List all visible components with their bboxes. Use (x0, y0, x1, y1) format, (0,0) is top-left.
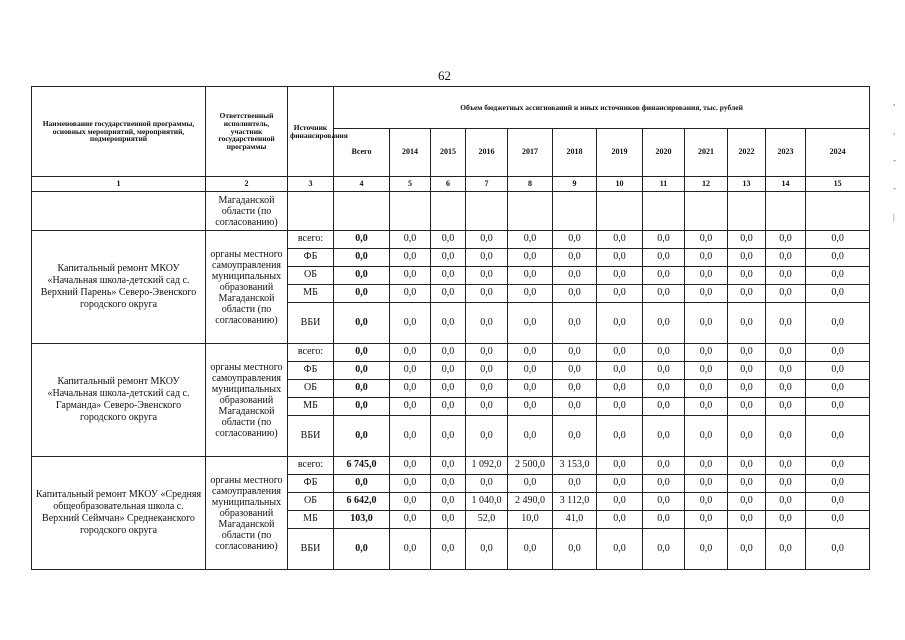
year-value: 0,0 (728, 457, 766, 475)
total-value: 0,0 (334, 249, 390, 267)
year-value: 0,0 (643, 285, 685, 303)
column-number: 9 (553, 177, 597, 192)
year-value: 0,0 (508, 398, 553, 416)
year-value: 0,0 (728, 231, 766, 249)
header-year-2020: 2020 (643, 129, 685, 177)
year-value: 0,0 (390, 416, 431, 457)
year-value: 0,0 (553, 231, 597, 249)
year-value: 52,0 (466, 511, 508, 529)
year-value: 0,0 (766, 285, 806, 303)
year-value: 0,0 (806, 303, 870, 344)
year-value: 0,0 (685, 457, 728, 475)
year-value: 0,0 (431, 267, 466, 285)
year-value: 0,0 (766, 267, 806, 285)
year-value: 2 500,0 (508, 457, 553, 475)
year-value: 0,0 (431, 303, 466, 344)
column-number: 1 (32, 177, 206, 192)
responsible-executor: органы местного самоуправления муниципальных образований Магаданской области (по согласованию) (206, 231, 288, 344)
year-value: 0,0 (728, 475, 766, 493)
year-value: 0,0 (466, 249, 508, 267)
year-value: 0,0 (685, 362, 728, 380)
responsible-executor: органы местного самоуправления муниципальных образований Магаданской области (по согласованию) (206, 457, 288, 570)
header-name: Наименование государственной программы, основных мероприятий, мероприятий, подмероприятий (32, 87, 206, 177)
year-value: 0,0 (728, 529, 766, 570)
year-value: 0,0 (728, 362, 766, 380)
total-value: 0,0 (334, 231, 390, 249)
year-value: 0,0 (466, 267, 508, 285)
year-value: 0,0 (806, 493, 870, 511)
year-value: 0,0 (643, 416, 685, 457)
year-value: 0,0 (553, 267, 597, 285)
year-value: 0,0 (685, 416, 728, 457)
year-value: 0,0 (597, 398, 643, 416)
header-source: Источник финансирования (288, 87, 334, 177)
year-value: 0,0 (553, 303, 597, 344)
year-value: 0,0 (466, 398, 508, 416)
continuation-responsible: Магаданской области (по согласованию) (206, 192, 288, 231)
year-value: 0,0 (466, 475, 508, 493)
year-value: 0,0 (553, 475, 597, 493)
header-year-2022: 2022 (728, 129, 766, 177)
year-value: 0,0 (806, 416, 870, 457)
year-value: 0,0 (597, 416, 643, 457)
header-year-2018: 2018 (553, 129, 597, 177)
column-number: 15 (806, 177, 870, 192)
header-year-2024: 2024 (806, 129, 870, 177)
column-number: 8 (508, 177, 553, 192)
year-value: 0,0 (643, 457, 685, 475)
year-value: 0,0 (806, 249, 870, 267)
total-value: 0,0 (334, 344, 390, 362)
year-value: 0,0 (643, 303, 685, 344)
year-value: 0,0 (431, 475, 466, 493)
year-value: 0,0 (643, 249, 685, 267)
year-value: 0,0 (508, 529, 553, 570)
column-number: 10 (597, 177, 643, 192)
year-value: 0,0 (766, 529, 806, 570)
header-year-2021: 2021 (685, 129, 728, 177)
year-value: 0,0 (766, 416, 806, 457)
margin-marks: , , - - | (893, 97, 896, 223)
year-value: 0,0 (806, 267, 870, 285)
column-number: 4 (334, 177, 390, 192)
funding-source: ВБИ (288, 529, 334, 570)
funding-source: всего: (288, 344, 334, 362)
year-value: 0,0 (431, 249, 466, 267)
total-value: 0,0 (334, 475, 390, 493)
year-value: 0,0 (466, 362, 508, 380)
year-value: 0,0 (597, 231, 643, 249)
year-value: 0,0 (685, 511, 728, 529)
year-value: 3 112,0 (553, 493, 597, 511)
year-value: 0,0 (728, 303, 766, 344)
year-value: 0,0 (597, 249, 643, 267)
year-value: 0,0 (431, 398, 466, 416)
year-value: 0,0 (431, 285, 466, 303)
total-value: 0,0 (334, 416, 390, 457)
funding-source: ОБ (288, 267, 334, 285)
year-value: 0,0 (466, 344, 508, 362)
year-value: 0,0 (643, 267, 685, 285)
page-number: 62 (438, 68, 451, 83)
year-value: 0,0 (643, 380, 685, 398)
year-value: 0,0 (597, 457, 643, 475)
year-value: 0,0 (508, 416, 553, 457)
total-value: 0,0 (334, 529, 390, 570)
year-value: 0,0 (431, 231, 466, 249)
column-number: 13 (728, 177, 766, 192)
total-value: 0,0 (334, 362, 390, 380)
column-number: 3 (288, 177, 334, 192)
total-value: 0,0 (334, 267, 390, 285)
year-value: 0,0 (685, 398, 728, 416)
year-value: 0,0 (431, 380, 466, 398)
total-value: 0,0 (334, 380, 390, 398)
funding-source: ФБ (288, 249, 334, 267)
year-value: 0,0 (390, 511, 431, 529)
year-value: 0,0 (390, 457, 431, 475)
funding-source: всего: (288, 231, 334, 249)
year-value: 0,0 (553, 398, 597, 416)
column-number: 2 (206, 177, 288, 192)
year-value: 0,0 (685, 231, 728, 249)
year-value: 0,0 (508, 249, 553, 267)
year-value: 0,0 (597, 511, 643, 529)
year-value: 0,0 (685, 493, 728, 511)
column-number: 11 (643, 177, 685, 192)
year-value: 0,0 (685, 285, 728, 303)
responsible-executor: органы местного самоуправления муниципальных образований Магаданской области (по согласованию) (206, 344, 288, 457)
year-value: 0,0 (806, 529, 870, 570)
year-value: 0,0 (390, 344, 431, 362)
year-value: 0,0 (643, 493, 685, 511)
year-value: 0,0 (728, 416, 766, 457)
year-value: 0,0 (806, 457, 870, 475)
year-value: 0,0 (685, 249, 728, 267)
year-value: 0,0 (553, 380, 597, 398)
total-value: 0,0 (334, 303, 390, 344)
column-number: 5 (390, 177, 431, 192)
year-value: 0,0 (643, 231, 685, 249)
header-year-2017: 2017 (508, 129, 553, 177)
year-value: 0,0 (553, 249, 597, 267)
year-value: 0,0 (431, 416, 466, 457)
year-value: 0,0 (390, 493, 431, 511)
total-value: 0,0 (334, 398, 390, 416)
column-number: 7 (466, 177, 508, 192)
year-value: 0,0 (766, 344, 806, 362)
year-value: 0,0 (390, 303, 431, 344)
year-value: 0,0 (806, 362, 870, 380)
year-value: 0,0 (685, 267, 728, 285)
year-value: 0,0 (643, 475, 685, 493)
year-value: 0,0 (597, 344, 643, 362)
year-value: 0,0 (806, 475, 870, 493)
year-value: 0,0 (508, 344, 553, 362)
year-value: 0,0 (643, 362, 685, 380)
year-value: 0,0 (431, 457, 466, 475)
year-value: 0,0 (431, 511, 466, 529)
year-value: 0,0 (766, 303, 806, 344)
year-value: 0,0 (728, 344, 766, 362)
column-number: 6 (431, 177, 466, 192)
table-row (32, 231, 870, 249)
year-value: 0,0 (390, 362, 431, 380)
funding-source: всего: (288, 457, 334, 475)
year-value: 0,0 (766, 511, 806, 529)
total-value: 0,0 (334, 285, 390, 303)
year-value: 0,0 (597, 362, 643, 380)
year-value: 0,0 (431, 493, 466, 511)
year-value: 0,0 (766, 249, 806, 267)
year-value: 0,0 (685, 529, 728, 570)
year-value: 0,0 (466, 380, 508, 398)
year-value: 0,0 (806, 231, 870, 249)
total-value: 103,0 (334, 511, 390, 529)
year-value: 0,0 (466, 529, 508, 570)
year-value: 0,0 (431, 344, 466, 362)
year-value: 0,0 (431, 529, 466, 570)
year-value: 0,0 (390, 231, 431, 249)
year-value: 0,0 (806, 398, 870, 416)
year-value: 0,0 (728, 285, 766, 303)
year-value: 0,0 (390, 380, 431, 398)
year-value: 41,0 (553, 511, 597, 529)
year-value: 0,0 (728, 493, 766, 511)
year-value: 0,0 (766, 231, 806, 249)
year-value: 0,0 (766, 380, 806, 398)
year-value: 0,0 (766, 398, 806, 416)
funding-source: МБ (288, 398, 334, 416)
funding-source: ВБИ (288, 416, 334, 457)
funding-source: ОБ (288, 493, 334, 511)
year-value: 0,0 (728, 249, 766, 267)
funding-source: МБ (288, 511, 334, 529)
header-total: Всего (334, 129, 390, 177)
year-value: 0,0 (643, 344, 685, 362)
year-value: 0,0 (431, 362, 466, 380)
year-value: 0,0 (806, 285, 870, 303)
year-value: 0,0 (806, 511, 870, 529)
total-value: 6 745,0 (334, 457, 390, 475)
year-value: 0,0 (766, 475, 806, 493)
year-value: 0,0 (597, 267, 643, 285)
year-value: 2 490,0 (508, 493, 553, 511)
funding-source: МБ (288, 285, 334, 303)
year-value: 0,0 (508, 303, 553, 344)
year-value: 0,0 (390, 475, 431, 493)
project-name: Капитальный ремонт МКОУ «Начальная школа-детский сад с. Гарманда» Северо-Эвенского городского округа (32, 344, 206, 457)
year-value: 0,0 (597, 493, 643, 511)
year-value: 0,0 (597, 529, 643, 570)
header-funding-title: Объем бюджетных ассигнований и иных источников финансирования, тыс. рублей (334, 87, 870, 129)
table-row (32, 457, 870, 475)
year-value: 0,0 (553, 285, 597, 303)
year-value: 0,0 (466, 231, 508, 249)
year-value: 0,0 (508, 362, 553, 380)
year-value: 0,0 (508, 231, 553, 249)
column-number: 14 (766, 177, 806, 192)
header-year-2015: 2015 (431, 129, 466, 177)
year-value: 0,0 (597, 285, 643, 303)
year-value: 0,0 (597, 303, 643, 344)
year-value: 10,0 (508, 511, 553, 529)
year-value: 0,0 (685, 475, 728, 493)
header-year-2023: 2023 (766, 129, 806, 177)
year-value: 0,0 (728, 511, 766, 529)
year-value: 0,0 (508, 475, 553, 493)
year-value: 0,0 (685, 303, 728, 344)
year-value: 0,0 (728, 267, 766, 285)
year-value: 0,0 (466, 303, 508, 344)
year-value: 0,0 (553, 529, 597, 570)
year-value: 0,0 (728, 398, 766, 416)
year-value: 0,0 (766, 362, 806, 380)
funding-source: ФБ (288, 362, 334, 380)
year-value: 3 153,0 (553, 457, 597, 475)
header-year-2016: 2016 (466, 129, 508, 177)
year-value: 0,0 (466, 416, 508, 457)
year-value: 0,0 (643, 398, 685, 416)
budget-table (31, 86, 870, 570)
year-value: 0,0 (806, 344, 870, 362)
year-value: 0,0 (728, 380, 766, 398)
funding-source: ОБ (288, 380, 334, 398)
year-value: 1 040,0 (466, 493, 508, 511)
year-value: 0,0 (508, 380, 553, 398)
year-value: 0,0 (766, 493, 806, 511)
funding-source: ВБИ (288, 303, 334, 344)
year-value: 0,0 (508, 267, 553, 285)
project-name: Капитальный ремонт МКОУ «Начальная школа-детский сад с. Верхний Парень» Северо-Эвенского городского округа (32, 231, 206, 344)
year-value: 0,0 (553, 416, 597, 457)
year-value: 0,0 (390, 267, 431, 285)
year-value: 0,0 (643, 529, 685, 570)
year-value: 1 092,0 (466, 457, 508, 475)
funding-source: ФБ (288, 475, 334, 493)
year-value: 0,0 (508, 285, 553, 303)
header-year-2019: 2019 (597, 129, 643, 177)
year-value: 0,0 (685, 344, 728, 362)
year-value: 0,0 (806, 380, 870, 398)
column-number: 12 (685, 177, 728, 192)
year-value: 0,0 (685, 380, 728, 398)
year-value: 0,0 (553, 344, 597, 362)
header-responsible: Ответственный исполнитель, участник государственной программы (206, 87, 288, 177)
year-value: 0,0 (390, 285, 431, 303)
year-value: 0,0 (466, 285, 508, 303)
year-value: 0,0 (390, 529, 431, 570)
total-value: 6 642,0 (334, 493, 390, 511)
year-value: 0,0 (390, 249, 431, 267)
year-value: 0,0 (597, 380, 643, 398)
year-value: 0,0 (766, 457, 806, 475)
table-row (32, 344, 870, 362)
year-value: 0,0 (390, 398, 431, 416)
project-name: Капитальный ремонт МКОУ «Средняя общеобразовательная школа с. Верхний Сеймчан» Среднеканского городского округа (32, 457, 206, 570)
year-value: 0,0 (643, 511, 685, 529)
year-value: 0,0 (553, 362, 597, 380)
year-value: 0,0 (597, 475, 643, 493)
header-year-2014: 2014 (390, 129, 431, 177)
